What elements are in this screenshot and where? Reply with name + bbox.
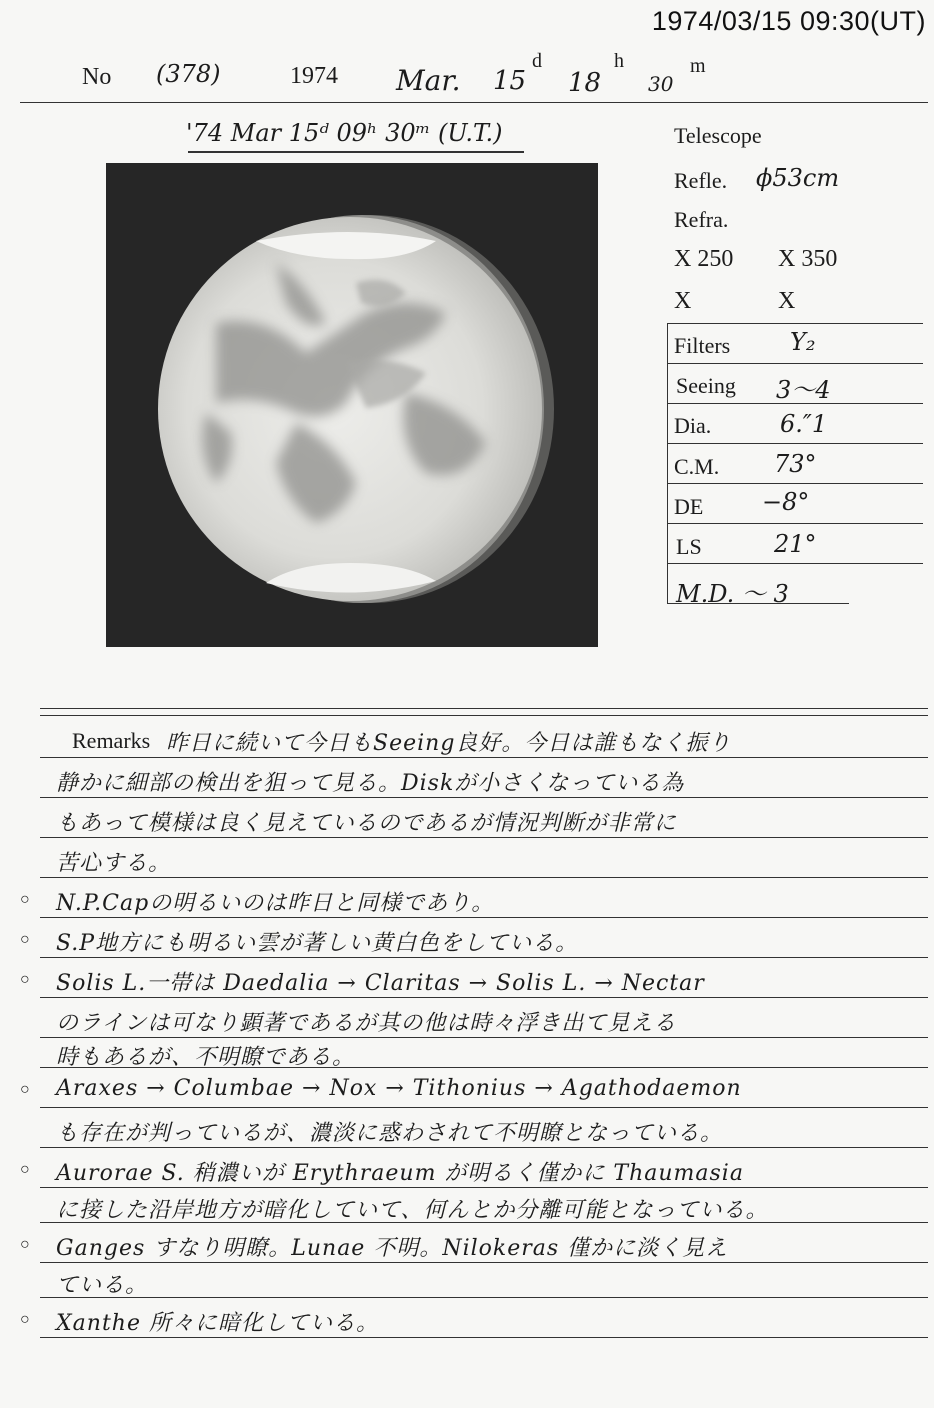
magnification-4: X xyxy=(778,288,796,314)
remark-line-6: S.P地方にも明るい雲が著しい黄白色をしている。 xyxy=(56,931,579,956)
bullet-4: ○ xyxy=(20,1081,30,1098)
bullet-1: ○ xyxy=(20,891,30,908)
timestamp: 1974/03/15 09:30(UT) xyxy=(651,6,926,36)
drawing-caption: '74 Mar 15ᵈ 09ʰ 30ᵐ (U.T.) xyxy=(186,119,503,147)
magnification-1: X 250 xyxy=(674,246,734,272)
diameter-label: Dia. xyxy=(674,413,712,438)
remark-line-2: 静かに細部の検出を狙って見る。Diskが小さくなっている為 xyxy=(56,771,685,796)
md-value: M.D. 〜 3 xyxy=(676,580,789,608)
de-label: DE xyxy=(674,494,704,519)
remark-line-9: 時もあるが、不明瞭である。 xyxy=(56,1045,356,1070)
remark-line-10: Araxes → Columbae → Nox → Tithonius → Agathodaemon xyxy=(56,1076,742,1101)
remark-line-15: ている。 xyxy=(56,1273,149,1298)
remark-line-12: Aurorae S. 稍濃いが Erythraeum が明るく僅かに Thaumasia xyxy=(56,1161,744,1186)
remark-line-7: Solis L.一帯は Daedalia → Claritas → Solis L. → Nectar xyxy=(56,971,705,996)
caption-underline xyxy=(188,151,524,153)
remark-line-11: も存在が判っているが、濃淡に惑わされて不明瞭となっている。 xyxy=(56,1121,724,1146)
remarks-label: Remarks xyxy=(72,728,151,753)
bullet-5: ○ xyxy=(20,1161,30,1178)
no-label: No xyxy=(82,64,112,90)
minute-superscript: m xyxy=(690,55,706,77)
year: 1974 xyxy=(290,63,338,89)
remark-line-8: のラインは可なり顕著であるが其の他は時々浮き出て見える xyxy=(56,1011,677,1036)
magnification-2: X 350 xyxy=(778,246,838,272)
reflector-aperture: ϕ53cm xyxy=(756,164,840,192)
month: Mar. xyxy=(396,64,461,97)
diameter-value: 6.″1 xyxy=(780,410,828,438)
mars-disk-illustration xyxy=(106,163,598,647)
filters-label: Filters xyxy=(674,333,731,358)
mars-drawing xyxy=(106,163,598,647)
record-number: (378) xyxy=(156,60,221,88)
seeing-label: Seeing xyxy=(676,373,736,398)
refractor-label: Refra. xyxy=(674,207,729,232)
filters-value: Y₂ xyxy=(790,328,816,356)
seeing-value: 3〜4 xyxy=(776,376,831,404)
magnification-3: X xyxy=(674,288,692,314)
central-meridian-value: 73° xyxy=(774,450,817,478)
remark-line-14: Ganges すなり明瞭。Lunae 不明。Nilokeras 僅かに淡く見え xyxy=(56,1236,729,1261)
remark-line-13: に接した沿岸地方が暗化していて、何んとか分離可能となっている。 xyxy=(56,1198,769,1223)
ls-value: 21° xyxy=(774,530,817,558)
bullet-6: ○ xyxy=(20,1236,30,1253)
remark-line-5: N.P.Capの明るいのは昨日と同様であり。 xyxy=(56,891,495,916)
reflector-label: Refle. xyxy=(674,168,728,193)
de-value: −8° xyxy=(762,488,810,516)
day-superscript: d xyxy=(532,50,542,72)
header-rule xyxy=(20,102,928,103)
hour-superscript: h xyxy=(614,50,624,72)
bullet-3: ○ xyxy=(20,971,30,988)
hour: 18 xyxy=(568,68,602,98)
remark-line-4: 苦心する。 xyxy=(56,851,172,876)
bullet-7: ○ xyxy=(20,1311,30,1328)
day: 15 xyxy=(493,66,527,96)
minute: 30 xyxy=(648,72,674,96)
remark-line-3: もあって模様は良く見えているのであるが情況判断が非常に xyxy=(56,811,677,836)
table-left-border xyxy=(667,323,668,603)
remark-line-1: 昨日に続いて今日もSeeing良好。今日は誰もなく振り xyxy=(166,731,732,756)
telescope-title: Telescope xyxy=(674,123,762,148)
bullet-2: ○ xyxy=(20,931,30,948)
remark-line-16: Xanthe 所々に暗化している。 xyxy=(56,1311,379,1336)
ls-label: LS xyxy=(676,534,702,559)
central-meridian-label: C.M. xyxy=(674,454,720,479)
